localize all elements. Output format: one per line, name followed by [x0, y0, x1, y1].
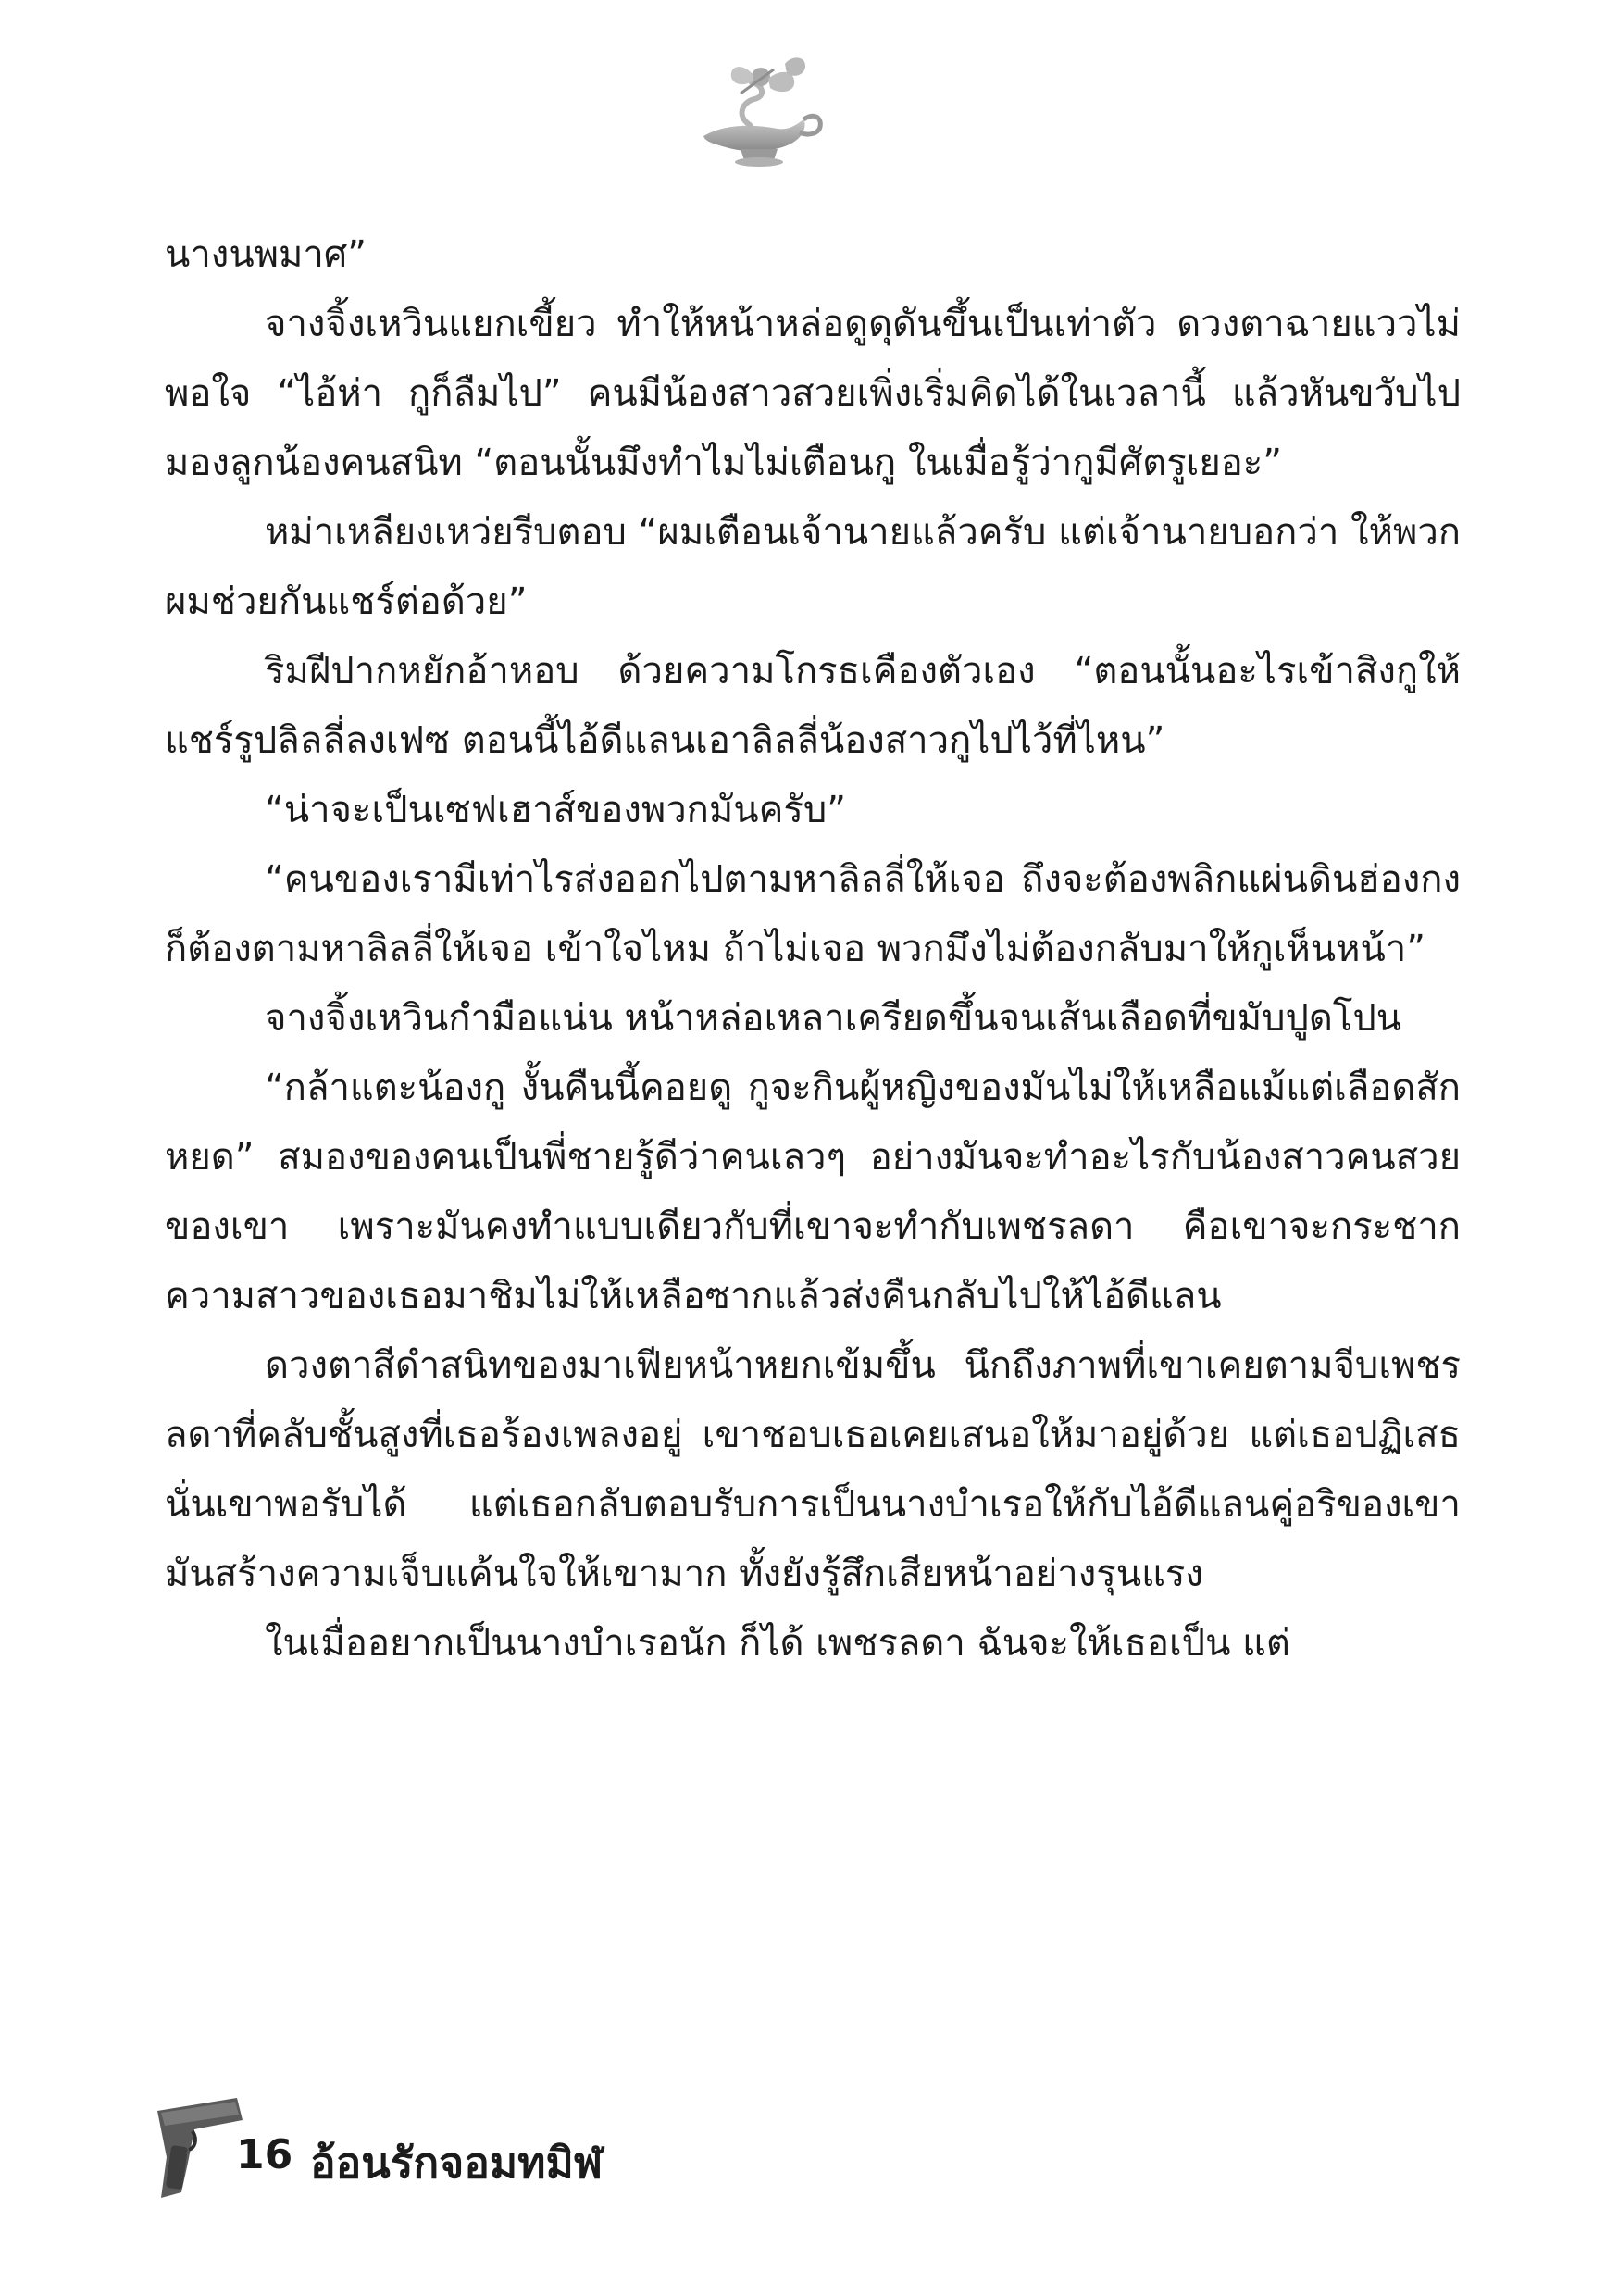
paragraph: ในเมื่ออยากเป็นนางบำเรอนัก ก็ได้ เพชรลดา ฉันจะให้เธอเป็น แต่ [265, 1622, 1290, 1665]
paragraph: ริมฝีปากหยักอ้าหอบ ด้วยความโกรธเคืองตัวเอง “ตอนนั้นอะไรเข้าสิงกูให้แชร์รูปลิลลี่ลงเฟซ ตอนนี้ไอ้ดีแลนเอาลิลลี่น้องสาวกูไปไว้ที่ไหน” [165, 650, 1461, 762]
book-title: อ้อนรักจอมทมิฬ [310, 2138, 604, 2188]
page-number: 16 [236, 2131, 293, 2178]
paragraph: ดวงตาสีดำสนิทของมาเฟียหน้าหยกเข้มขึ้น นึกถึงภาพที่เขาเคยตามจีบเพชรลดาที่คลับชั้นสูงที่เธอร้องเพลงอยู่ เขาชอบเธอเคยเสนอให้มาอยู่ด้วย แต่เธอปฏิเสธ นั่นเขาพอรับได้ แต่เธอกลับตอบรับการเป็นนางบำเรอให้กับไอ้ดีแลนคู่อริของเขา มันสร้างความเจ็บแค้นใจให้เขามาก ทั้งยังรู้สึกเสียหน้าอย่างรุนแรง [165, 1344, 1461, 1595]
paragraph: หม่าเหลียงเหว่ยรีบตอบ “ผมเตือนเจ้านายแล้วครับ แต่เจ้านายบอกว่า ให้พวกผมช่วยกันแชร์ต่อด้วย” [165, 511, 1461, 623]
page-footer [148, 2092, 981, 2222]
paragraph: “น่าจะเป็นเซฟเฮาส์ของพวกมันครับ” [265, 789, 846, 831]
cupid-magic-lamp-icon [685, 51, 833, 171]
paragraph: “คนของเรามีเท่าไรส่งออกไปตามหาลิลลี่ให้เจอ ถึงจะต้องพลิกแผ่นดินฮ่องกงก็ต้องตามหาลิลลี่ให้เจอ เข้าใจไหม ถ้าไม่เจอ พวกมึงไม่ต้องกลับมาให้กูเห็นหน้า” [165, 858, 1461, 970]
body-text [165, 220, 1461, 1678]
paragraph: “กล้าแตะน้องกู งั้นคืนนี้คอยดู กูจะกินผู้หญิงของมันไม่ให้เหลือแม้แต่เลือดสักหยด” สมองของคนเป็นพี่ชายรู้ดีว่าคนเลวๆ อย่างมันจะทำอะไรกับน้องสาวคนสวยของเขา เพราะมันคงทำแบบเดียวกับที่เขาจะทำกับเพชรลดา คือเขาจะกระชากความสาวของเธอมาชิมไม่ให้เหลือซากแล้วส่งคืนกลับไปให้ไอ้ดีแลน [165, 1067, 1461, 1317]
paragraph: นางนพมาศ” [165, 233, 367, 276]
pistol-icon [148, 2092, 248, 2202]
paragraph: จางจิ้งเหวินกำมือแน่น หน้าหล่อเหลาเครียดขึ้นจนเส้นเลือดที่ขมับปูดโปน [265, 997, 1402, 1040]
paragraph: จางจิ้งเหวินแยกเขี้ยว ทำให้หน้าหล่อดูดุดันขึ้นเป็นเท่าตัว ดวงตาฉายแววไม่พอใจ “ไอ้ห่า กูก็ลืมไป” คนมีน้องสาวสวยเพิ่งเริ่มคิดได้ในเวลานี้ แล้วหันขวับไปมองลูกน้องคนสนิท “ตอนนั้นมึงทำไมไม่เตือนกู ในเมื่อรู้ว่ากูมีศัตรูเยอะ” [165, 303, 1461, 484]
